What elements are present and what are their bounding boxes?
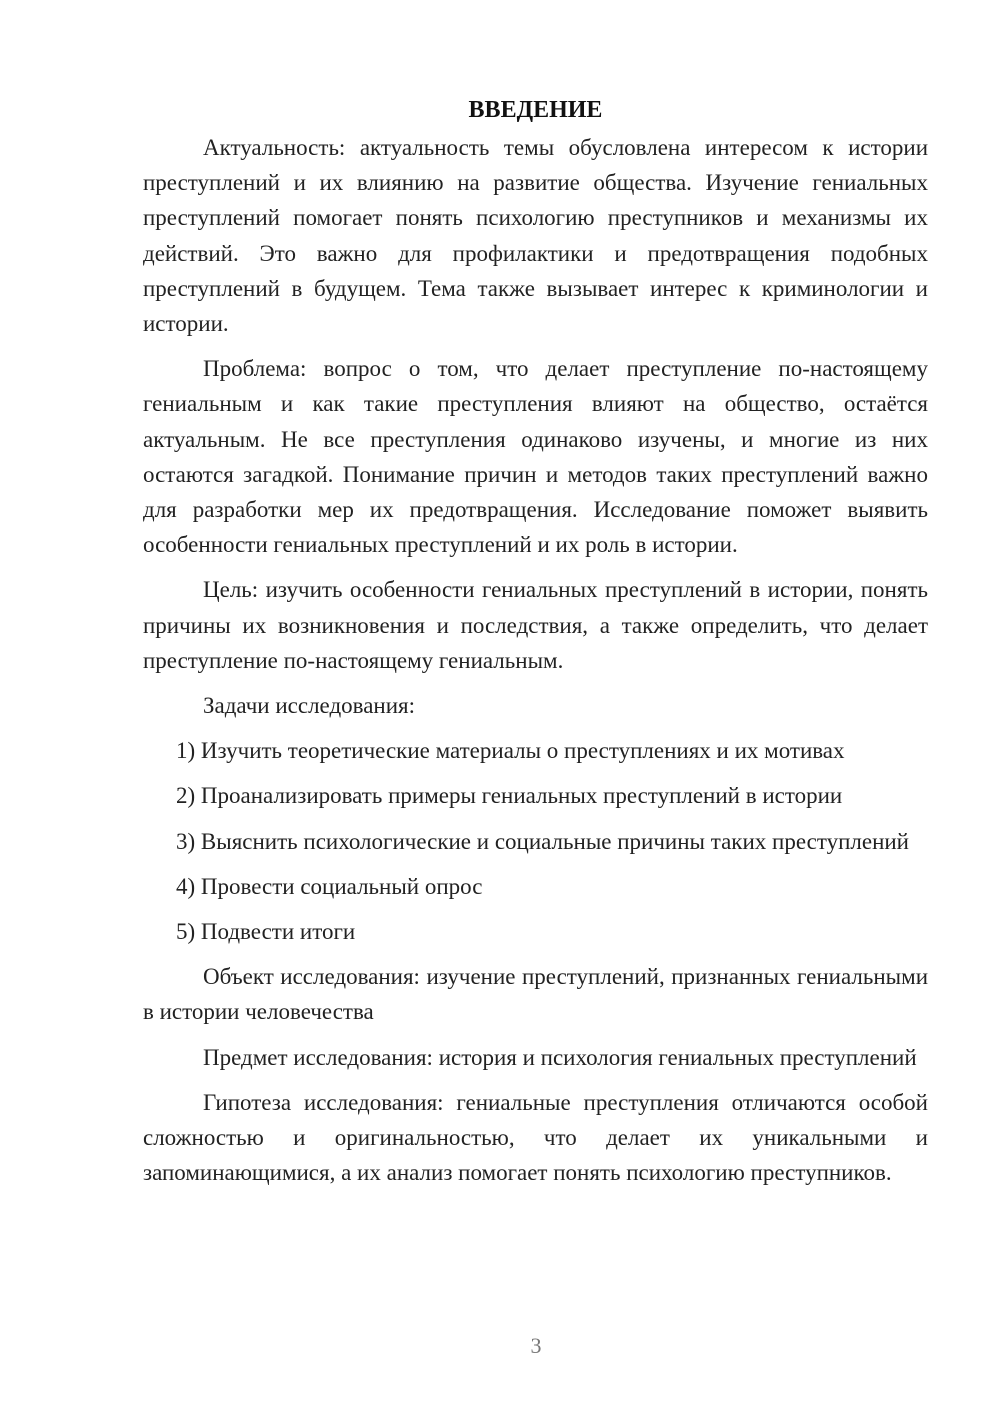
document-page [143, 92, 928, 1200]
paragraph-relevance: Актуальность: актуальность темы обусловлена интересом к истории преступлений и их влиянию на развитие общества. Изучение гениальных преступлений помогает понять психологию преступников и механизмы их действий. Это важно для профилактики и предотвращения подобных преступлений в будущем. Тема также вызывает интерес к криминологии и истории. [143, 135, 928, 337]
list-item: 4) Провести социальный опрос [176, 873, 483, 899]
paragraph-subject: Предмет исследования: история и психология гениальных преступлений [203, 1044, 917, 1070]
document-title: ВВЕДЕНИЕ [468, 97, 603, 123]
paragraph-hypothesis: Гипотеза исследования: гениальные преступления отличаются особой сложностью и оригинальностью, что делает их уникальными и запоминающимися, а их анализ помогает понять психологию преступников. [143, 1089, 928, 1186]
paragraph-tasks-heading: Задачи исследования: [203, 693, 416, 719]
list-item: 1) Изучить теоретические материалы о преступлениях и их мотивах [176, 738, 845, 764]
paragraph-object: Объект исследования: изучение преступлений, признанных гениальными в истории человечества [143, 964, 928, 1025]
list-item: 5) Подвести итоги [176, 919, 356, 945]
paragraph-problem: Проблема: вопрос о том, что делает преступление по-настоящему гениальным и как такие преступления влияют на общество, остаётся актуальным. Не все преступления одинаково изучены, и многие из них остаются загадкой. Понимание причин и методов таких преступлений важно для разработки мер их предотвращения. Исследование поможет выявить особенности гениальных преступлений и их роль в истории. [143, 356, 928, 558]
tasks-list [143, 733, 928, 949]
list-item: 2) Проанализировать примеры гениальных преступлений в истории [176, 783, 843, 809]
page-number: 3 [530, 1333, 542, 1358]
paragraph-goal: Цель: изучить особенности гениальных преступлений в истории, понять причины их возникновения и последствия, а также определить, что делает преступление по-настоящему гениальным. [143, 577, 928, 673]
list-item: 3) Выяснить психологические и социальные причины таких преступлений [176, 828, 909, 854]
